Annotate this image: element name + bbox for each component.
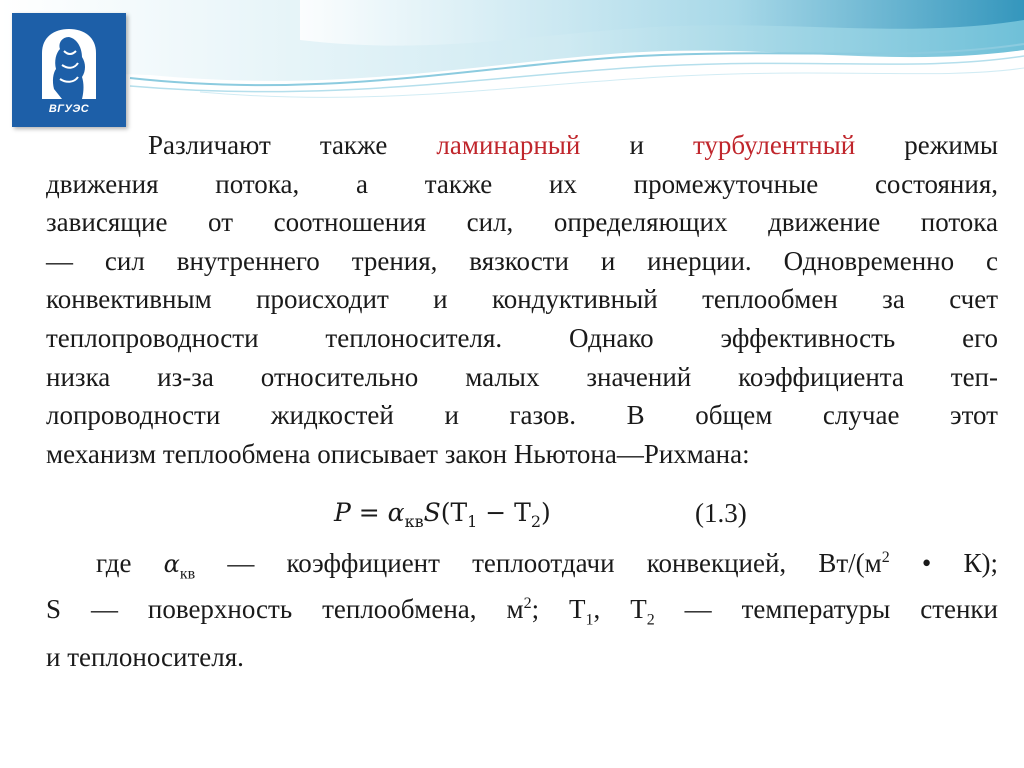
where-line-1 (46, 544, 998, 584)
para-line-2: движения потока, а также их промежуточные состояния, (46, 168, 998, 199)
t1-subscript: 1 (467, 512, 478, 531)
formula-equals: = (350, 498, 388, 527)
para-line-6: теплопроводности теплоносителя. Однако эффективность его (46, 323, 998, 353)
where-line-2 (46, 590, 998, 629)
alpha-subscript: кв (404, 512, 424, 531)
text-segment: ; Т (531, 594, 586, 624)
superscript: 2 (881, 549, 890, 566)
symbol-alpha: α (387, 498, 405, 527)
alpha-subscript: кв (179, 565, 196, 583)
term-turbulent: турбулентный (692, 130, 856, 160)
symbol-s: S (423, 498, 441, 527)
formula-minus: − T (477, 498, 531, 527)
subscript: 1 (585, 611, 594, 629)
para-line-4: — сил внутреннего трения, вязкости и инерции. Одновременно с (46, 245, 998, 276)
formula-expression (334, 498, 551, 531)
text-segment: режимы (904, 130, 999, 160)
university-logo (12, 13, 126, 127)
term-laminar: ламинарный (436, 130, 581, 160)
superscript: 2 (523, 595, 532, 612)
t2-subscript: 2 (530, 512, 542, 531)
text-segment: • К); (921, 548, 999, 578)
where-line-3: и теплоносителя. (46, 642, 244, 672)
para-line-3: зависящие от соотношения сил, определяющих движение потока (46, 207, 998, 238)
para-line-7: низка из-за относительно малых значений коэффициента теп- (46, 361, 998, 392)
para-line-5: конвективным происходит и кондуктивный теплообмен за счет (46, 284, 998, 315)
para-line-1 (46, 126, 998, 165)
text-segment: , Т (593, 594, 647, 624)
subscript: 2 (646, 611, 655, 629)
para-line-8: лопроводности жидкостей и газов. В общем случае этот (46, 400, 998, 431)
wave-banner (0, 0, 1024, 140)
para-line-9: механизм теплообмена описывает закон Ньютона—Рихмана: (46, 438, 750, 469)
symbol-alpha: α (163, 550, 180, 578)
symbol-p: P (334, 498, 351, 527)
logo-text: ВГУЭС (48, 103, 90, 115)
text-segment: S — поверхность теплообмена, м (46, 594, 524, 624)
formula-open: (T (440, 498, 468, 527)
formula-close: ) (541, 498, 551, 527)
formula-number: (1.3) (695, 498, 747, 528)
text-segment: Различают также (148, 130, 388, 160)
text-segment: — температуры стенки (684, 594, 998, 624)
text-segment: — коэффициент теплоотдачи конвекцией, Вт/(м (227, 548, 882, 578)
text-segment: и (629, 130, 644, 160)
text-segment: где (96, 548, 132, 578)
